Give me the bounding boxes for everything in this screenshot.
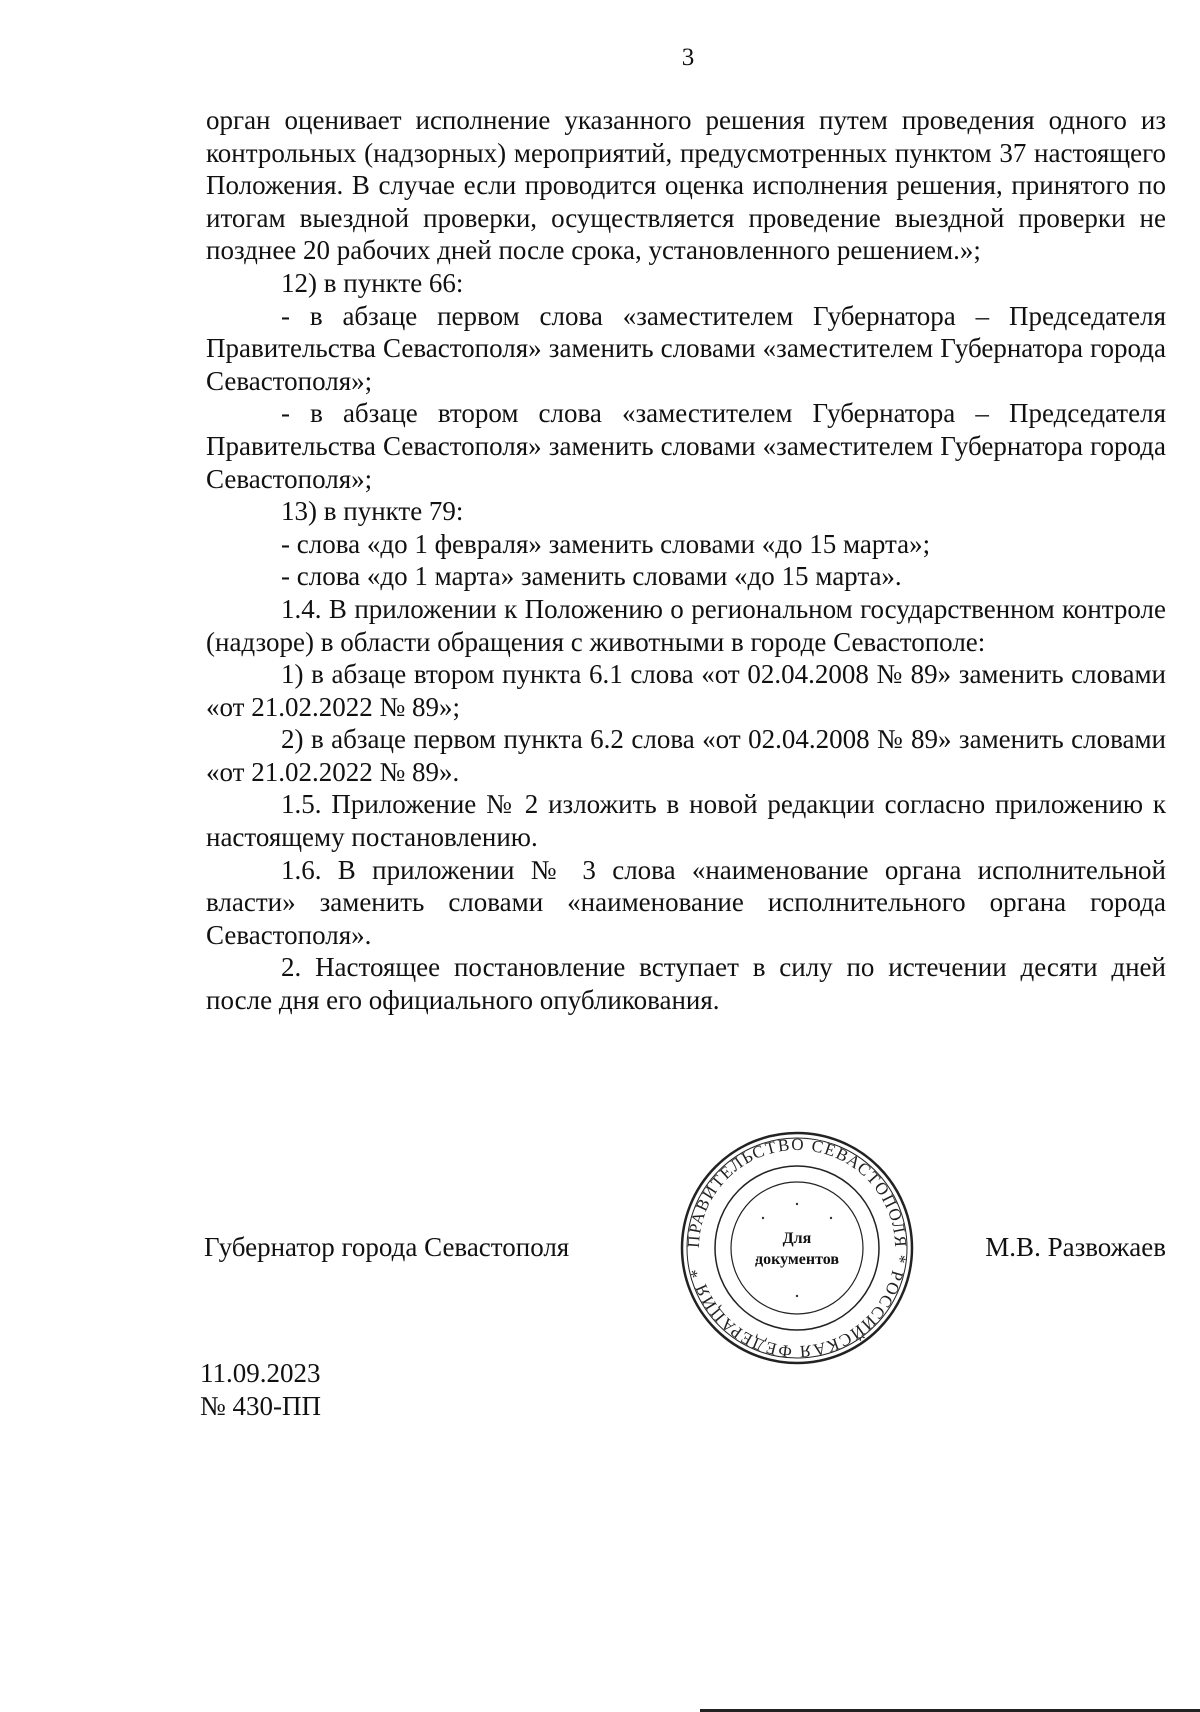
paragraph: 13) в пункте 79: <box>281 496 464 527</box>
paragraph: 1.6. В приложении № 3 слова «наименование органа исполнительной власти» заменить словами «наименование исполнительного органа города Севастополя». <box>206 854 1166 950</box>
seal-outer-text: ПРАВИТЕЛЬСТВО СЕВАСТОПОЛЯ * РОССИЙСКАЯ ФЕДЕРАЦИЯ * <box>683 1134 911 1362</box>
paragraph: 12) в пункте 66: <box>281 267 464 298</box>
paragraph: - в абзаце втором слова «заместителем Губернатора – Председателя Правительства Севастополя» заменить словами «заместителем Губернатора города Севастополя»; <box>206 398 1166 494</box>
paragraph: 1) в абзаце втором пункта 6.1 слова «от 02.04.2008 № 89» заменить словами «от 21.02.2022 № 89»; <box>206 659 1166 722</box>
paragraph: - слова «до 1 марта» заменить словами «до 15 марта». <box>281 561 902 592</box>
paragraph: 1.5. Приложение № 2 изложить в новой редакции согласно приложению к настоящему постановлению. <box>206 789 1166 853</box>
document-date: 11.09.2023 <box>200 1358 321 1388</box>
paragraph: 2) в абзаце первом пункта 6.2 слова «от 02.04.2008 № 89» заменить словами «от 21.02.2022 № 89». <box>206 724 1166 787</box>
paragraph: 2. Настоящее постановление вступает в силу по истечении десяти дней после дня его официального опубликования. <box>206 952 1166 1016</box>
paragraph: орган оценивает исполнение указанного решения путем проведения одного из контрольных (надзорных) мероприятий, предусмотренных пунктом 37 настоящего Положения. В случае если проводится оценка исполнения решения, принятого по итогам выездной проверки, осуществляется проведение выездной проверки не позднее 20 рабочих дней после срока, установленного решением.»; <box>206 105 1166 266</box>
page-number: 3 <box>681 44 695 71</box>
document-footer <box>200 1357 321 1423</box>
seal-inner-line2: документов <box>755 1251 839 1268</box>
seal-inner-line1: Для <box>782 1230 812 1247</box>
official-seal-stamp <box>679 1130 915 1366</box>
document-body <box>206 104 1166 1017</box>
paragraph: 1.4. В приложении к Положению о региональном государственном контроле (надзоре) в области обращения с животными в городе Севастополе: <box>206 593 1166 657</box>
signatory-name: М.В. Развожаев <box>985 1232 1166 1262</box>
signatory-position: Губернатор города Севастополя <box>204 1232 570 1262</box>
paragraph: - слова «до 1 февраля» заменить словами «до 15 марта»; <box>281 528 931 559</box>
document-number: № 430-ПП <box>200 1391 321 1421</box>
svg-text:ПРАВИТЕЛЬСТВО СЕВАСТОПОЛЯ * РО <box>684 1135 910 1361</box>
paragraph: - в абзаце первом слова «заместителем Губернатора – Председателя Правительства Севастополя» заменить словами «заместителем Губернатора города Севастополя»; <box>206 300 1166 396</box>
